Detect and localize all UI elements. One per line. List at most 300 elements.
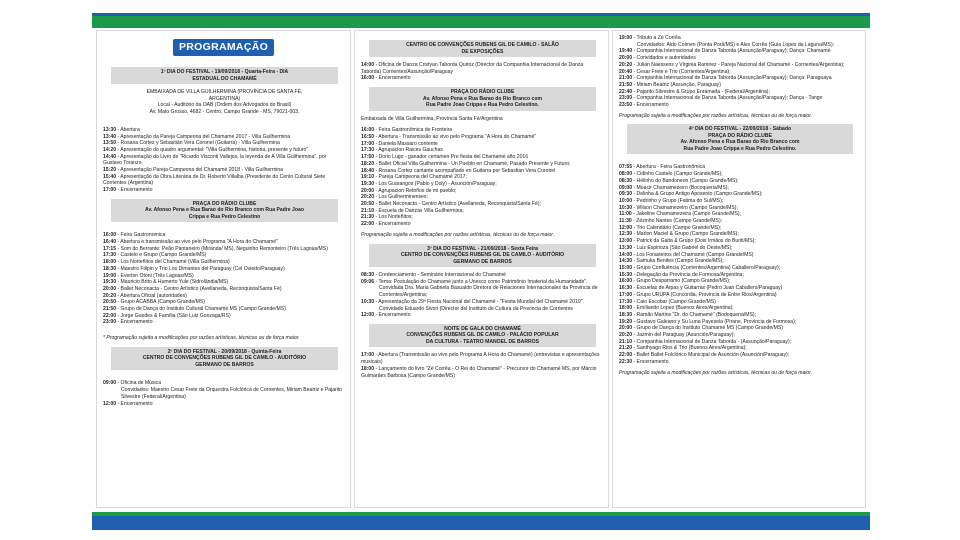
gala-header-line: DA CULTURA - TEATRO MANOEL DE BARROS bbox=[425, 338, 540, 345]
event-description: - Encerramento bbox=[374, 312, 411, 319]
event-description: - Castelo e Grupo (Campo Grande/MS) bbox=[116, 252, 207, 259]
event-description: - Apresentação do quadro argumental: "Villa Guilhermina, historia, presente y futuro" bbox=[116, 146, 309, 153]
event-description: - Encerramento bbox=[632, 358, 669, 365]
event-time: 20:20 bbox=[103, 292, 117, 299]
event-item bbox=[103, 246, 346, 253]
day2-header-line: CENTRO DE CONVENÇÕES RUBENS GIL DE CAMILO - AUDITÓRIO bbox=[142, 355, 307, 362]
event-time: 20:00 bbox=[619, 55, 633, 62]
event-description: - Convidados e autoridades bbox=[632, 55, 696, 62]
event-item bbox=[619, 178, 861, 185]
event-item bbox=[619, 35, 861, 42]
event-description: - Apresentação da Obra Literária de Dr. Roberto Villalba (Presidente do Cento Cultural Siete Corrientes (Argentina) bbox=[103, 173, 326, 187]
radio2-intro: Embaixada de Villa Guilhermina, Província Santa Fé/Argentina bbox=[361, 115, 503, 122]
event-description: - Oficina de Música bbox=[116, 380, 162, 387]
event-description: - Jazmín del Paraguay (Asunción/Paraguay); bbox=[632, 332, 735, 339]
day3-events bbox=[361, 272, 604, 319]
event-description: - Moacir Chamamezeiro (Bocoqueria/MS); bbox=[632, 184, 729, 191]
event-description: - Pedrinho y Grupo (Fatima do Sul/MS); bbox=[632, 197, 724, 204]
event-time: 12:30 bbox=[619, 231, 633, 238]
event-time: 17:50 bbox=[361, 154, 375, 161]
event-time: 09:00 bbox=[103, 380, 117, 387]
event-item bbox=[103, 306, 346, 313]
event-time: 20:20 bbox=[361, 194, 375, 201]
salao-header-line: DE EXPOSIÇÕES bbox=[461, 48, 504, 55]
event-time: 13:40 bbox=[103, 133, 117, 140]
event-description: - Lançamento do livro "Zé Corrêa - O Rei do Chamamé" - Precursor do Chamamé MS, por Márcio Guimarães Barbosa (Campo Grande/MS) bbox=[361, 365, 597, 379]
event-description: - Trio Calendário (Campo Grande/MS); bbox=[632, 224, 722, 231]
event-time: 09:06 bbox=[361, 278, 375, 285]
event-item bbox=[103, 174, 346, 187]
event-item bbox=[619, 325, 861, 332]
event-description: - Agrupacion Retoños de mi pueblo; bbox=[374, 187, 457, 194]
event-item bbox=[361, 75, 604, 82]
day4-header bbox=[627, 124, 853, 154]
event-time: 13:50 bbox=[103, 140, 117, 147]
event-description: - Ballet Neconacta - Centro Artístico (Avellaneda, Reconquista/Santa Fé) bbox=[116, 285, 282, 292]
event-time: 17:30 bbox=[361, 147, 375, 154]
salao-header bbox=[369, 40, 596, 57]
event-time: 17:30 bbox=[619, 298, 633, 305]
event-description: - Samuka Benites (Campo Grande/MS); bbox=[632, 258, 724, 265]
event-item bbox=[619, 245, 861, 252]
event-item bbox=[361, 201, 604, 208]
day4-header-line: Rua Padre Joao Crippa e Rua Pedro Celestino. bbox=[683, 145, 797, 152]
event-time: 18:30 bbox=[103, 265, 117, 272]
event-item bbox=[619, 292, 861, 299]
column-3 bbox=[612, 30, 866, 508]
event-item bbox=[619, 42, 861, 49]
event-time: 09:30 bbox=[619, 191, 633, 198]
event-time: 21:00 bbox=[619, 75, 633, 82]
event-time: 21:20 bbox=[619, 345, 633, 352]
event-item bbox=[619, 69, 861, 76]
event-time: 19:10 bbox=[361, 174, 375, 181]
event-description: - Emílianito Lopez (Buenos Aires/Argentina); bbox=[632, 305, 734, 312]
gala-header-line: CONVENÇÕES RUBENS GIL DE CAMILO - PALÁCIO POPULAR bbox=[406, 332, 559, 339]
event-time: 23:00 bbox=[619, 95, 633, 102]
gala-note: Programação sujeita a modificações por razões artísticas, técnicas ou de força maior. bbox=[619, 112, 813, 119]
event-item bbox=[361, 221, 604, 228]
radio2-header-line: PRAÇA DO RÁDIO CLUBE bbox=[450, 89, 515, 96]
event-item bbox=[103, 232, 346, 239]
day1-venue bbox=[109, 89, 340, 116]
event-description: - Grupo ACABBA (Campo Grande/MS) bbox=[116, 299, 205, 306]
event-description: - Jorge Guedes & Família (São Luiz Gonzaga/RS) bbox=[116, 312, 231, 319]
event-item bbox=[619, 191, 861, 198]
radio2-note: Programação sujeita a modificações por razões artísticas, técnicas ou de força maior. bbox=[361, 231, 555, 238]
event-description: - Santhyago Rios & Trio (Buenos Aires/Argentina); bbox=[632, 345, 747, 352]
event-description: - Encerramento bbox=[116, 319, 153, 326]
event-time: 15:30 bbox=[619, 271, 633, 278]
event-description: - Ramão Martins "Dr. do Chamamé" (Bodoquena/MS); bbox=[632, 311, 756, 318]
event-description: - Abertura (Transmissão ao vivo pelo Programa A Hora do Chamamé) (entrevistas e apresentações musicais) bbox=[361, 352, 600, 366]
day4-header-line: 4º DIA DO FESTIVAL - 22/09/2018 - Sábado bbox=[688, 126, 792, 133]
event-time: 20:40 bbox=[619, 68, 633, 75]
event-description: - Grupo de Dança do Instituto Cultural Chamamé MS (Campo Grande/MS) bbox=[116, 306, 286, 313]
event-description: - Encerramento bbox=[116, 187, 153, 194]
event-item bbox=[619, 95, 861, 102]
event-description: - Agrupacion Raices Gauchas bbox=[374, 147, 443, 154]
event-description: - Som do Berrante: Peão Pantaneiro (Miranda/ MS), Neguinho Remonteiro (Três Lagoas/MS) bbox=[116, 245, 328, 252]
event-time: 11:30 bbox=[619, 218, 632, 225]
salao-header-line: CENTRO DE CONVENÇÕES RUBENS GIL DE CAMILO - SALÃO bbox=[406, 42, 559, 48]
event-time: 19:00 bbox=[619, 35, 633, 41]
radio-header-line: Av. Afonso Pena e Rua Barao do Rio Branco com Rua Padre Joao bbox=[145, 207, 304, 214]
event-item bbox=[619, 164, 861, 171]
event-item bbox=[361, 272, 604, 279]
event-time: 16:00 bbox=[361, 127, 375, 134]
event-time: 14:00 bbox=[619, 251, 633, 258]
event-item bbox=[361, 181, 604, 188]
event-time: 18:00 bbox=[619, 305, 633, 312]
radio-note: * Programação sujeita a modificações por razões artísticas, técnicas ou de força maior. bbox=[103, 335, 300, 342]
event-item bbox=[619, 299, 861, 306]
event-time: 17:00 bbox=[361, 352, 375, 359]
event-description: - Cidinho Castelo (Campo Grande/MS); bbox=[632, 171, 723, 178]
day3-header-line: 3º DIA DO FESTIVAL - 21/09/2018 - Sexta Feira bbox=[426, 245, 539, 252]
event-description: - Hélinho do Bandoneon (Campo Grande/MS); bbox=[632, 177, 739, 184]
event-item bbox=[103, 154, 346, 167]
event-item bbox=[361, 174, 604, 181]
event-description: - Delinha & Grupo Antigo Aposento (Campo Grande/MS); bbox=[632, 191, 763, 198]
event-time: 17:00 bbox=[103, 187, 117, 194]
day4-header-line: PRAÇA DO RÁDIO CLUBE bbox=[708, 132, 772, 139]
day1-header bbox=[111, 67, 338, 84]
event-description: - Encerramento bbox=[632, 102, 669, 109]
event-item bbox=[619, 258, 861, 265]
event-description: - Companhia Internacional de Danza Taborda (Assunção/Paraguay); Dança - Tango bbox=[632, 95, 823, 102]
event-item bbox=[103, 279, 346, 286]
event-item bbox=[619, 55, 861, 62]
event-time: 18:00 bbox=[361, 365, 375, 372]
event-time: 11:00 bbox=[619, 211, 632, 218]
event-description: - Grupo URUPA (Concordia, Provincia de Entre Rios/Argentina) bbox=[632, 291, 777, 298]
event-description: - Los Guilherminenses; bbox=[374, 194, 428, 201]
event-description: - Grupo de Dança do Instituto Chamamé MS (Campo Grande/MS) bbox=[632, 325, 783, 332]
event-description: - Los Guarangos (Pablo y Doly) - Asunción/Paraguay; bbox=[374, 180, 497, 187]
event-description: - Apresentação da 29ª Fiesta Nacional del Chamamé - "Fiesta Mundial del Chamamé 2019". bbox=[374, 298, 584, 305]
gala-continued-events bbox=[619, 35, 861, 109]
event-item bbox=[103, 313, 346, 320]
event-item bbox=[361, 154, 604, 161]
event-item bbox=[619, 272, 861, 279]
event-description: - Abertura bbox=[116, 126, 140, 133]
event-item bbox=[361, 134, 604, 141]
event-item bbox=[103, 134, 346, 141]
event-time: 17:00 bbox=[619, 291, 633, 298]
event-item bbox=[619, 75, 861, 82]
event-time: 15:20 bbox=[103, 167, 117, 174]
day2-header-line: GERMANO DE BARROS bbox=[195, 361, 254, 368]
event-item bbox=[619, 211, 861, 218]
event-time: 19:00 bbox=[103, 272, 117, 279]
event-description: Convidados: Aldo Colmen (Ponta Porã/MS) e Alex Corrêa (Guia Lopes da Laguna/MS); bbox=[637, 41, 835, 48]
event-description: - Tema: Postulação do Chamamé junto a Unesco como Patrimônio Imaterial da Humanidade". bbox=[374, 278, 588, 285]
event-item bbox=[103, 266, 346, 273]
event-time: 22:30 bbox=[619, 358, 633, 365]
event-description: - Zézinho Nantes (Campo Grande/MS); bbox=[631, 218, 723, 225]
day1-events bbox=[103, 127, 346, 194]
event-item bbox=[103, 167, 346, 174]
radio2-events bbox=[361, 127, 604, 228]
event-time: 17:00 bbox=[361, 140, 375, 147]
event-time: 20:50 bbox=[361, 201, 375, 208]
event-time: 12:00 bbox=[361, 312, 375, 319]
event-description: - Apresentação Pareja Campeona del Chamamé 2018 - Villa Guilhermina bbox=[116, 167, 283, 174]
event-description: - Companhia Internacional de Danza Taborda - (Assunção/Paraguay); bbox=[632, 338, 792, 345]
event-item bbox=[103, 299, 346, 306]
event-time: 18:30 bbox=[619, 311, 633, 318]
event-item bbox=[619, 332, 861, 339]
event-item bbox=[619, 205, 861, 212]
event-time: 22:00 bbox=[103, 312, 117, 319]
event-time: 15:00 bbox=[619, 264, 633, 271]
event-item bbox=[361, 188, 604, 195]
event-description: - Ballet Neconacta - Centro Artístico (Avellaneda, Reconquista/Santa Fé); bbox=[374, 201, 541, 208]
event-description: - Los Norteñitos; bbox=[374, 214, 413, 221]
event-item bbox=[103, 293, 346, 300]
event-item bbox=[361, 161, 604, 168]
event-item bbox=[619, 352, 861, 359]
event-description: - Jakeline Chamamezeira (Campo Grande/MS); bbox=[631, 211, 742, 218]
event-time: 15:40 bbox=[103, 173, 117, 180]
day1-header-line: ESTADUAL DO CHAMAMÉ bbox=[192, 75, 257, 82]
event-time: 12:00 bbox=[103, 400, 117, 407]
event-item bbox=[103, 401, 346, 408]
event-description: - Escuela de Danzas Villa Guilhermina; bbox=[374, 207, 464, 214]
day3-header-line: CENTRO DE CONVENÇÕES RUBENS GIL DE CAMILO - AUDITÓRIO bbox=[400, 252, 565, 259]
event-time: 22:00 bbox=[361, 221, 375, 228]
bottom-color-bar bbox=[92, 512, 870, 530]
event-item bbox=[619, 305, 861, 312]
event-time: 16:00 bbox=[103, 232, 117, 239]
event-description: - Encerramento bbox=[374, 75, 411, 82]
event-item bbox=[361, 168, 604, 175]
event-item bbox=[619, 359, 861, 366]
event-item bbox=[619, 231, 861, 238]
event-item bbox=[619, 89, 861, 96]
event-description: - Pajarito Silvestre & Grupo Enramada - (Federal/Argentina); bbox=[632, 88, 770, 95]
event-description: - Mauricio Brito & Humerto Yule (Sidrolândia/MS) bbox=[116, 279, 229, 286]
event-item bbox=[103, 286, 346, 293]
event-time: 19:40 bbox=[619, 48, 633, 55]
event-time: 18:00 bbox=[103, 259, 117, 266]
event-time: 14:20 bbox=[103, 146, 117, 153]
event-time: 16:00 bbox=[619, 278, 633, 285]
day4-note: Programação sujeita a modificações por razões artísticas, técnicas ou de força maior. bbox=[619, 369, 813, 376]
event-time: 22:40 bbox=[619, 88, 633, 95]
event-time: 18:40 bbox=[361, 167, 375, 174]
gala-header-line: NOITE DE GALA DO CHAMAMÉ bbox=[444, 325, 521, 332]
day1-sub-line: Av. Mato Grosso, 4682 - Centro, Campo Grande - MS, 79021-003. bbox=[149, 109, 300, 116]
event-time: 21:50 bbox=[103, 306, 117, 313]
event-item bbox=[103, 239, 346, 246]
event-description: - Daniela Massaro contente bbox=[374, 140, 438, 147]
column-2 bbox=[354, 30, 609, 508]
event-description: - Abertura e transmissão ao vivo pelo Programa "A Hora do Chamamé" bbox=[116, 239, 278, 246]
event-description: Convidado Eduardo Sivori (Director del Instituto de Cultura da Provincia de Corrientes bbox=[379, 305, 573, 312]
event-description: - Dorio Lugo - ganador certamen Pre fiesta del Chamamé año 2016 bbox=[374, 154, 529, 161]
event-time: 10:30 bbox=[361, 298, 375, 305]
event-time: 14:00 bbox=[361, 62, 375, 68]
day4-header-line: Av. Afonso Pena e Rua Barao do Rio Branco com bbox=[680, 139, 800, 146]
event-description: - Feira Gastronomica bbox=[116, 232, 166, 239]
salao-events bbox=[361, 62, 604, 82]
event-item bbox=[619, 312, 861, 319]
event-time: 17:30 bbox=[103, 252, 117, 259]
event-description: - Apresentação do Livro de "Ricardo Visconti Vallejos, la leyenda de A Villa Guilhermina", por Gustavo Toranzo. bbox=[103, 153, 327, 167]
event-time: 10:00 bbox=[619, 197, 633, 204]
event-item bbox=[619, 345, 861, 352]
gala-header bbox=[369, 324, 596, 348]
program-columns bbox=[96, 30, 866, 508]
event-time: 19:20 bbox=[619, 318, 633, 325]
event-time: 20:20 bbox=[619, 61, 633, 68]
event-description: - Luiz Espinoza (São Gabriel do Oeste/MS); bbox=[632, 244, 733, 251]
event-item bbox=[361, 194, 604, 201]
event-item bbox=[103, 387, 346, 400]
event-time: 12:00 bbox=[619, 224, 633, 231]
event-time: 08:00 bbox=[619, 171, 633, 178]
event-description: - Abertura - Transmissão ao vivo pelo Programa "A Hora do Chamamé" bbox=[374, 134, 537, 141]
event-description: - Escuelas de Arpas y Guitarras (Pedro Juan Caballero/Paraguay) bbox=[632, 285, 783, 292]
radio-header-line: PRAÇA DO RÁDIO CLUBE bbox=[192, 200, 257, 207]
event-item bbox=[361, 312, 604, 319]
event-item bbox=[103, 252, 346, 259]
event-time: 20:00 bbox=[103, 285, 117, 292]
radio2-header-line: Av. Afonso Pena e Rua Barao do Rio Branco com bbox=[423, 95, 542, 102]
event-item bbox=[103, 187, 346, 194]
event-description: - Abertura Oficial (autoridades) bbox=[116, 292, 187, 299]
event-item bbox=[103, 259, 346, 266]
radio2-header bbox=[369, 87, 596, 111]
day2-events bbox=[103, 380, 346, 407]
radio-events bbox=[103, 232, 346, 326]
event-description: - Oficina de Danza Cristyan Taborda Quiroz (Director da Companhia Internacional de Danza Taborda) Corrientes/Assunção/Paraguay bbox=[361, 62, 584, 75]
event-item bbox=[361, 285, 604, 298]
column-1 bbox=[96, 30, 351, 508]
event-time: 17:15 bbox=[103, 245, 117, 252]
day4-events bbox=[619, 164, 861, 365]
event-description: - Grupo Confluência (Corrientes/Argentina) Caballero/Paraguay); bbox=[632, 264, 781, 271]
event-description: - Encerramento bbox=[116, 400, 153, 407]
event-description: - Rosana Cortez cantante acompañado en Guitarra por Sebastian Vera Coronel bbox=[374, 167, 556, 174]
event-item bbox=[619, 198, 861, 205]
event-time: 09:00 bbox=[619, 184, 633, 191]
event-time: 07:55 bbox=[619, 164, 633, 171]
event-item bbox=[619, 185, 861, 192]
event-description: - Delegação da Província de Formosa/Argentina; bbox=[632, 271, 744, 278]
event-description: - Grupo Desparramo (Campo Grande/MS); bbox=[632, 278, 731, 285]
event-description: - Ballet Oficial Villa Guilhermina - Un Pueblo en Chamamé, Pasado Presente y Futuro; bbox=[374, 160, 571, 167]
top-color-bar bbox=[92, 13, 870, 28]
event-item bbox=[361, 62, 604, 75]
radio2-header-line: Rua Padre Joao Crippa e Rua Pedro Celestino. bbox=[426, 102, 539, 109]
event-description: Convidados: Maestro Cesar Frete da Orquestra Folclórica de Corrientes, Miriam Beatriz e Pajarito Silvestre (Federal/Argentina) bbox=[121, 387, 343, 400]
event-description: - Maestro Filipin y Trio Los Dimantes del Paraguay (Cel Oviedo/Paraguay) bbox=[116, 265, 285, 272]
event-time: 13:30 bbox=[103, 126, 117, 133]
event-item bbox=[619, 225, 861, 232]
day3-header-line: GERMANO DE BARROS bbox=[453, 258, 512, 265]
event-description: Convidada Dra. Maria Gabriela Basualdo Diretora de Relaciones Internacionales da Provincia de Corrientes/Argentina; bbox=[379, 285, 598, 299]
program-title: PROGRAMAÇÃO bbox=[173, 39, 274, 56]
event-time: 20:00 bbox=[361, 187, 375, 194]
event-time: 22:00 bbox=[619, 352, 633, 359]
event-item bbox=[361, 279, 604, 286]
event-description: - Companhia Internacional de Danza Taborda (Assunção/Paraguay); Dança: Paraguaya bbox=[632, 75, 832, 82]
event-item bbox=[361, 147, 604, 154]
event-time: 21:30 bbox=[361, 214, 375, 221]
event-description: - Everton Otoni (Três Lagoas/MS) bbox=[116, 272, 194, 279]
radio-header-line: Crippa e Rua Pedro Celestino bbox=[188, 213, 261, 220]
event-description: - Ballet Ballet Folclórico Municipal de Asunción (Asunción/Paraguay); bbox=[632, 352, 790, 359]
event-time: 16:40 bbox=[103, 239, 117, 246]
event-description: - Patrick da Gaita & Grupo (Dois Irmãos do Buriti/MS); bbox=[632, 238, 756, 245]
event-description: - Miriam Beatriz (Assunção, Paraguay) bbox=[632, 81, 721, 88]
event-time: 20:00 bbox=[619, 325, 633, 332]
event-item bbox=[619, 285, 861, 292]
event-description: - Apresentação da Pareja Campeona del Chamamé 2017 - Villa Guilhermina bbox=[116, 133, 291, 140]
event-description: - Encerramento bbox=[374, 221, 411, 228]
event-description: - Los Forasteiros del Chamamé (Campo Grande/MS) bbox=[632, 251, 754, 258]
event-description: - Pareja Campeona del Chamamé 2017; bbox=[374, 174, 467, 181]
event-description: - Julian Naessens y Virginia Ramirez - Pareja Nacional del Chamamé - Corrientes/Argentina); bbox=[632, 61, 845, 68]
event-item bbox=[361, 214, 604, 221]
event-item bbox=[619, 252, 861, 259]
event-time: 13:30 bbox=[619, 244, 633, 251]
gala-events bbox=[361, 352, 604, 379]
event-description: - Abertura - Feira Gastronômica bbox=[632, 164, 706, 171]
event-item bbox=[619, 102, 861, 109]
event-item bbox=[103, 273, 346, 280]
event-item bbox=[361, 208, 604, 215]
event-item bbox=[619, 171, 861, 178]
event-time: 16:50 bbox=[361, 134, 375, 141]
event-item bbox=[103, 380, 346, 387]
event-item bbox=[103, 140, 346, 147]
event-time: 13:00 bbox=[619, 238, 633, 245]
event-description: - Marlon Maciel & Grupo (Campo Grande/MS); bbox=[632, 231, 739, 238]
event-item bbox=[619, 278, 861, 285]
event-time: 16:30 bbox=[619, 285, 633, 292]
event-description: - Wilson Chamamezeiro (Campo Grande/MS); bbox=[632, 204, 738, 211]
event-time: 21:10 bbox=[361, 207, 375, 214]
event-item bbox=[103, 127, 346, 134]
event-description: - Credenciamento - Seminário Internacional do Chamamé bbox=[374, 272, 506, 279]
radio-header bbox=[111, 199, 338, 223]
event-time: 16:00 bbox=[361, 75, 375, 82]
event-item bbox=[361, 366, 604, 379]
event-description: - Companhia Internacional de Danza Taborda (Assunção/Paraguay); Dança: Chamamé bbox=[632, 48, 831, 55]
event-time: 18:20 bbox=[361, 160, 375, 167]
day1-header-line: 1º DIA DO FESTIVAL - 19/09/2018 - Quarta-Feira - DIA bbox=[160, 69, 289, 75]
day1-sub-line: ARGENTINA) bbox=[208, 95, 241, 102]
day2-header-line: 2º DIA DO FESTIVAL - 20/09/2018 - Quinta-Feira bbox=[167, 348, 282, 355]
event-time: 20:50 bbox=[103, 299, 117, 306]
event-item bbox=[361, 352, 604, 365]
event-item bbox=[619, 48, 861, 55]
event-time: 08:30 bbox=[619, 177, 633, 184]
day1-sub-line: Local - Auditório da OAB (Ordem dos Advogados do Brasil) bbox=[157, 102, 292, 109]
event-time: 23:50 bbox=[619, 102, 633, 109]
event-item bbox=[619, 218, 861, 225]
event-item bbox=[619, 62, 861, 69]
event-time: 19:30 bbox=[361, 180, 375, 187]
event-time: 14:30 bbox=[619, 258, 633, 265]
event-description: - Tributo a Zé Corrêa bbox=[632, 35, 681, 41]
event-time: 10:30 bbox=[619, 204, 633, 211]
event-time: 14:40 bbox=[103, 153, 117, 160]
